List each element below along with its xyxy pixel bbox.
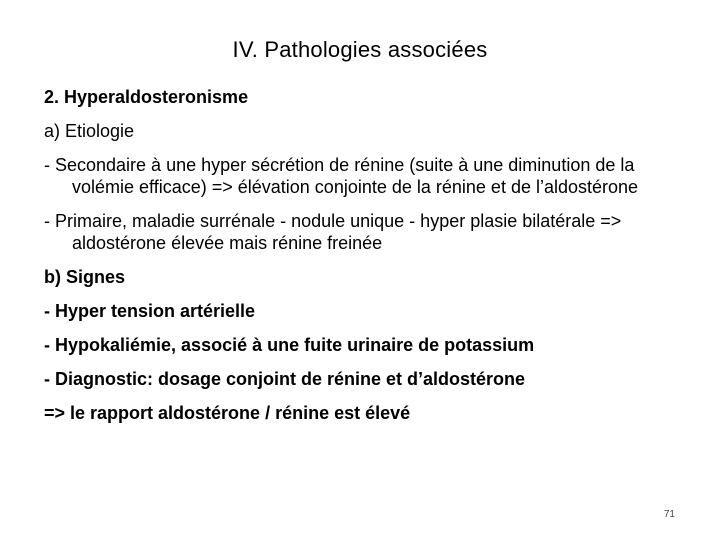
bullet-hypokaliemie: - Hypokaliémie, associé à une fuite urinaire de potassium: [44, 335, 535, 355]
conclusion: => le rapport aldostérone / rénine est élevé: [44, 403, 411, 423]
bullet-secondaire: - Secondaire à une hyper sécrétion de rénine (suite à une diminution de la volémie efficace) => élévation conjointe de la rénine et de l’aldostérone: [44, 155, 639, 197]
section-heading: 2. Hyperaldosteronisme: [44, 87, 249, 107]
page-number: 71: [663, 509, 675, 520]
subheading-signes: b) Signes: [44, 267, 126, 287]
bullet-diagnostic: - Diagnostic: dosage conjoint de rénine et d’aldostérone: [44, 369, 526, 389]
bullet-hypertension: - Hyper tension artérielle: [44, 301, 256, 321]
bullet-primaire: - Primaire, maladie surrénale - nodule unique - hyper plasie bilatérale => aldostérone élevée mais rénine freinée: [44, 211, 622, 253]
slide-title: IV. Pathologies associées: [232, 37, 488, 62]
slide-content: [44, 86, 684, 436]
subheading-etiologie: a) Etiologie: [44, 121, 135, 141]
